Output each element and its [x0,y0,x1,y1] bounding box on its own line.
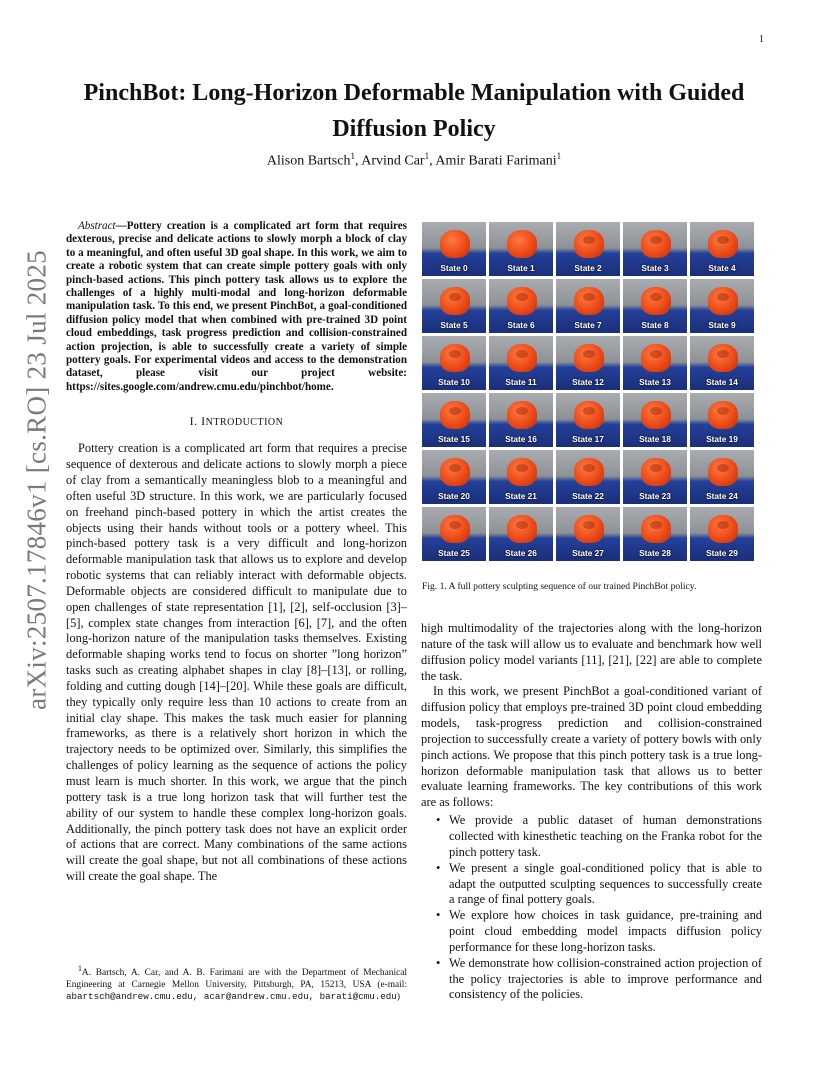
state-image [556,507,620,561]
clay-cavity [583,293,595,301]
state-image [489,507,553,561]
state-label: State 9 [708,320,736,330]
state-image [690,507,754,561]
figure-1 [422,222,762,565]
state-label: State 7 [574,320,602,330]
arxiv-stamp [16,250,58,710]
clay-photo [440,515,470,543]
state-label: State 23 [639,491,671,501]
clay-cavity [650,407,662,415]
state-label: State 10 [438,377,470,387]
state-label: State 6 [507,320,535,330]
clay-cavity [449,407,461,415]
state-image [422,450,486,504]
clay-photo [507,287,537,315]
clay-photo [440,458,470,486]
state-label: State 12 [572,377,604,387]
section-heading [66,414,407,429]
state-image [422,507,486,561]
state-label: State 20 [438,491,470,501]
clay-photo [641,515,671,543]
clay-photo [641,458,671,486]
author-list: Alison Bartsch$^1$, Arvind Car$^1$, Amir Barati Farimani$^1$ [266,151,562,169]
state-image [422,393,486,447]
state-label: State 11 [505,377,537,387]
clay-cavity [449,521,461,529]
state-image [690,336,754,390]
clay-cavity [650,236,662,244]
clay-cavity [583,236,595,244]
right-paragraph-2: In this work, we present PinchBot a goal-conditioned variant of diffusion policy that employs pre-trained 3D point cloud embedding models, task-progress prediction and collision-constrained projection to successfully create a variety of pottery bowls with only pinch actions. We propose that this pinch pottery task is a true long-horizon deformable manipulation task that allows us to better evaluate learning frameworks. The key contributions of this work are as follows: [421,684,762,810]
left-column [66,220,407,885]
state-label: State 27 [572,548,604,558]
clay-photo [708,401,738,429]
state-image [623,336,687,390]
state-image [623,507,687,561]
state-label: State 26 [505,548,537,558]
state-label: State 14 [706,377,738,387]
clay-photo [440,401,470,429]
clay-cavity [717,464,729,472]
author-name: Amir Barati Farimani [435,153,557,169]
intro-paragraph: Pottery creation is a complicated art form that requires a precise sequence of dexterous and delicate actions to slowly morph a piece of clay from a semantically meaningless blob to a meaningful and often useful 3D structure. In this work, we are particularly focused on freehand pinch-based pottery in which the artist creates the objects using their hands without tools or a pottery wheel. This pinch-based pottery task is a very difficult and long-horizon deformable manipulation task that allows us to explore and develop robotic systems that can reliably interact with deformable objects. Deformable objects are considered difficult to manipulate due to open challenges of state representation [1], [2], self-occlusion [3]–[5], complex state changes from interaction [6], [7], and the often long-horizon nature of the manipulation tasks themselves. Existing deformable shaping works tend to focus on shorter ”long horizon” tasks such as creating alphabet shapes in clay [8]–[13], or rolling, folding and cutting dough [14]–[20]. While these goals are difficult, they typically only require less than 10 actions to create from an initial clay shape. This makes the task much easier for planning frameworks, as there is a relatively short horizon in which the trajectory needs to be optimized over. Similarly, this simplifies the challenges of policy learning as the sequence of actions the policy must learn is much shorter. In this work, we argue that the pinch pottery task is a true long horizon task that will further test the ability of our system to handle these complex long-horizon goals. Additionally, the pinch pottery task does not have an explicit order of actions that are correct. Many combinations of the same actions will create the goal shape, but not all combinations of these actions will create the goal shape. The [66,441,407,884]
arxiv-stamp-text: arXiv:2507.17846v1 [cs.RO] 23 Jul 2025 [21,250,52,710]
clay-photo [708,458,738,486]
clay-cavity [650,350,662,358]
state-image [489,279,553,333]
state-image [422,279,486,333]
state-label: State 25 [438,548,470,558]
clay-photo [507,230,537,258]
author-affiliation: 1 [350,151,355,161]
clay-photo [708,230,738,258]
state-label: State 19 [706,434,738,444]
state-image [422,336,486,390]
state-image [556,279,620,333]
clay-photo [507,401,537,429]
clay-cavity [717,293,729,301]
state-image [489,336,553,390]
abstract-lead: Abstract [78,220,116,232]
state-label: State 13 [639,377,671,387]
author-affiliation: 1 [424,151,430,161]
state-image [556,336,620,390]
state-label: State 2 [574,263,602,273]
state-image [422,222,486,276]
state-label: State 5 [440,320,468,330]
footnote-mark: 1 [78,964,82,973]
footnote [66,963,407,1004]
clay-cavity [717,407,729,415]
clay-photo [440,230,470,258]
clay-photo [708,287,738,315]
state-image [556,222,620,276]
state-image [690,393,754,447]
clay-cavity [583,521,595,529]
figure-caption: Fig. 1. A full pottery sculpting sequence of our trained PinchBot policy. [422,581,697,592]
state-label: State 1 [507,263,535,273]
state-grid [422,222,762,561]
clay-photo [708,515,738,543]
clay-cavity [516,407,528,415]
clay-cavity [717,236,729,244]
state-image [690,450,754,504]
state-image [690,279,754,333]
clay-photo [641,401,671,429]
contribution-item: • We provide a public dataset of human demonstrations collected with kinesthetic teaching on the Franka robot for the pinch pottery task. [421,813,762,861]
clay-photo [574,344,604,372]
clay-cavity [449,293,461,301]
abstract-text: —Pottery creation is a complicated art form that requires dexterous, precise and delicate actions to slowly morph a block of clay to a meaningful, and often useful 3D goal shape. In this work, we aim to create a robotic system that can create simple pottery goals with only pinch-based actions. This pinch pottery task allows us to explore the challenges of a highly multi-modal and long-horizon deformable manipulation task. To this end, we present PinchBot, a goal-conditioned diffusion policy model that when combined with pre-trained 3D point cloud embeddings, task progress prediction and collision-constrained action projection, is able to successfully create a variety of simple pottery goals. For experimental videos and access to the demonstration dataset, please visit our project website: https://sites.google.com/andrew.cmu.edu/pinchbot/home. [66,220,407,393]
contribution-item: • We demonstrate how collision-constrained action projection of the policy trajectories is able to improve performance and consistency of the policies. [421,956,762,1004]
state-image [556,450,620,504]
section-initial: I [201,414,206,429]
state-label: State 22 [572,491,604,501]
clay-photo [507,344,537,372]
state-label: State 21 [505,491,537,501]
clay-photo [574,458,604,486]
state-label: State 4 [708,263,736,273]
footnote-close: ) [396,992,400,1003]
clay-photo [708,344,738,372]
state-image [623,450,687,504]
clay-cavity [583,464,595,472]
clay-photo [507,458,537,486]
page-number: 1 [759,34,764,45]
contribution-item: • We explore how choices in task guidance, pre-training and point cloud embedding model impacts diffusion policy performance for these long-horizon tasks. [421,908,762,956]
clay-cavity [516,464,528,472]
state-image [623,222,687,276]
section-rest: NTRODUCTION [205,417,284,429]
contribution-item: • We present a single goal-conditioned policy that is able to adapt the outputted sculpting sequences to successfully create a range of final pottery goals. [421,861,762,909]
author-name: Arvind Car [361,153,425,169]
clay-cavity [583,350,595,358]
state-image [489,450,553,504]
clay-cavity [650,521,662,529]
author-name: Alison Bartsch [266,153,351,169]
state-image [489,393,553,447]
clay-cavity [650,293,662,301]
clay-photo [507,515,537,543]
clay-photo [574,401,604,429]
state-label: State 24 [706,491,738,501]
state-image [489,222,553,276]
clay-cavity [516,293,528,301]
clay-photo [440,344,470,372]
clay-photo [641,344,671,372]
state-image [623,279,687,333]
footnote-emails: abartsch@andrew.cmu.edu, acar@andrew.cmu.edu, barati@cmu.edu [66,991,397,1003]
state-label: State 18 [639,434,671,444]
clay-photo [440,287,470,315]
state-label: State 8 [641,320,669,330]
clay-cavity [717,521,729,529]
clay-photo [574,230,604,258]
abstract [66,220,407,394]
author-affiliation: 1 [556,151,562,161]
state-label: State 15 [438,434,470,444]
clay-cavity [449,464,461,472]
state-image [690,222,754,276]
state-image [623,393,687,447]
clay-photo [641,230,671,258]
state-label: State 3 [641,263,669,273]
paper-title: PinchBot: Long-Horizon Deformable Manipulation with Guided Diffusion Policy [83,80,745,142]
clay-cavity [516,350,528,358]
state-label: State 16 [505,434,537,444]
section-numeral: I. [189,414,202,429]
state-label: State 0 [440,263,468,273]
state-image [556,393,620,447]
footnote-text: A. Bartsch, A. Car, and A. B. Farimani are with the Department of Mechanical Engineering at Carnegie Mellon University, Pittsburgh, PA, 15213, USA (e-mail: [66,968,407,990]
clay-photo [574,287,604,315]
clay-photo [641,287,671,315]
clay-cavity [449,350,461,358]
clay-cavity [583,407,595,415]
clay-photo [574,515,604,543]
right-paragraph-1: high multimodality of the trajectories along with the long-horizon nature of the task will allow us to evaluate and benchmark how well diffusion policy model variants [11], [21], [22] are able to complete the task. [421,621,762,683]
right-column [421,621,762,1003]
state-label: State 29 [706,548,738,558]
state-label: State 28 [639,548,671,558]
clay-cavity [717,350,729,358]
contribution-list [421,813,762,1003]
state-label: State 17 [572,434,604,444]
clay-cavity [516,521,528,529]
clay-cavity [650,464,662,472]
